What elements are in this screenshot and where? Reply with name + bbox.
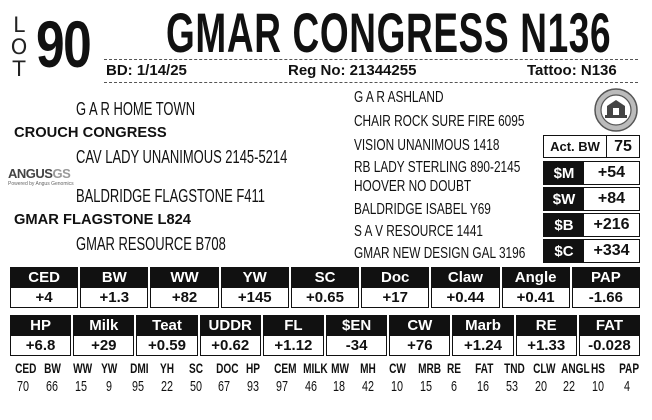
epd-label: Claw	[431, 267, 499, 288]
epd-value: +0.65	[291, 288, 359, 308]
dollar-index-value: +334	[593, 242, 630, 259]
percentile-header: YH	[159, 360, 174, 376]
epd-cell	[263, 315, 324, 356]
epd-value: +17	[361, 288, 429, 308]
percentile-value: 22	[160, 378, 173, 395]
epd-value: +29	[73, 336, 134, 356]
epd-cell	[502, 267, 570, 308]
percentile-header: TND	[503, 360, 525, 376]
epd-label: CW	[389, 315, 450, 336]
dollar-index	[543, 187, 640, 211]
epd-table-row1	[10, 267, 640, 308]
pedigree-right-line: RB LADY STERLING 890-2145	[354, 159, 521, 176]
epd-cell	[200, 315, 261, 356]
epd-value: +1.24	[452, 336, 513, 356]
pedigree-dam: GMAR FLAGSTONE L824	[14, 211, 191, 228]
epd-value: +1.3	[80, 288, 148, 308]
animal-name: GMAR CONGRESS N136	[166, 1, 612, 64]
percentile-value: 53	[505, 378, 518, 395]
epd-label: RE	[516, 315, 577, 336]
epd-label: SC	[291, 267, 359, 288]
reg-label: Reg No:	[288, 62, 346, 79]
barn-seal-icon	[594, 88, 638, 132]
percentile-value: 6	[451, 378, 458, 395]
divider	[104, 82, 638, 83]
birth-date-label: BD:	[106, 62, 133, 79]
epd-value: -34	[326, 336, 387, 356]
epd-label: PAP	[572, 267, 640, 288]
percentile-value: 20	[534, 378, 547, 395]
pedigree-dam-dam: GMAR RESOURCE B708	[76, 234, 226, 254]
epd-label: CED	[10, 267, 78, 288]
percentile-header: YW	[101, 360, 118, 376]
epd-label: UDDR	[200, 315, 261, 336]
epd-label: FAT	[579, 315, 640, 336]
epd-value: -1.66	[572, 288, 640, 308]
epd-cell	[361, 267, 429, 308]
epd-value: +76	[389, 336, 450, 356]
epd-cell	[389, 315, 450, 356]
percentile-header: SC	[188, 360, 203, 376]
percentile-header: FAT	[475, 360, 494, 376]
epd-cell	[10, 315, 71, 356]
tattoo	[527, 62, 617, 79]
percentile-value: 15	[74, 378, 87, 395]
birth-date	[106, 62, 187, 79]
dollar-index-value: +84	[597, 190, 626, 207]
percentile-value: 50	[189, 378, 202, 395]
registration-number	[288, 62, 416, 79]
epd-value: +0.62	[200, 336, 261, 356]
epd-label: Angle	[502, 267, 570, 288]
epd-label: Teat	[136, 315, 197, 336]
angus-genomics-logo	[8, 166, 74, 188]
percentile-header: ANGL	[561, 360, 590, 376]
percentile-header: MRB	[417, 360, 441, 376]
reg-value: 21344255	[349, 62, 417, 79]
angus-logo-text: ANGUSGS	[8, 166, 71, 181]
percentile-header: BW	[43, 360, 61, 376]
percentile-header: HS	[590, 360, 605, 376]
percentile-value: 10	[390, 378, 403, 395]
epd-label: Doc	[361, 267, 429, 288]
epd-label: FL	[263, 315, 324, 336]
percentile-header: CW	[388, 360, 406, 376]
percentile-value: 95	[131, 378, 145, 395]
percentile-header: CEM	[273, 360, 297, 376]
epd-cell	[572, 267, 640, 308]
epd-label: Milk	[73, 315, 134, 336]
epd-cell	[516, 315, 577, 356]
percentile-value: 70	[16, 378, 30, 395]
pedigree-right-line: GMAR NEW DESIGN GAL 3196	[354, 245, 526, 262]
epd-value: -0.028	[579, 336, 640, 356]
pedigree-right-line: HOOVER NO DOUBT	[354, 178, 472, 195]
dollar-index-label: $C	[544, 240, 584, 262]
epd-cell	[136, 315, 197, 356]
dollar-index	[543, 213, 640, 237]
pedigree-right-line: S A V RESOURCE 1441	[354, 223, 483, 240]
percentile-value: 15	[419, 378, 432, 395]
epd-value: +6.8	[10, 336, 71, 356]
epd-value: +1.33	[516, 336, 577, 356]
percentile-value: 4	[623, 378, 630, 395]
dollar-index-label: $W	[544, 188, 584, 210]
epd-label: HP	[10, 315, 71, 336]
epd-cell	[326, 315, 387, 356]
dollar-index-label: $M	[544, 162, 584, 184]
pedigree-sire-sire: G A R HOME TOWN	[76, 99, 196, 119]
percentile-header: MH	[360, 360, 376, 376]
percentile-header: MW	[331, 360, 350, 376]
epd-cell	[73, 315, 134, 356]
percentile-value: 42	[361, 378, 375, 395]
dollar-index	[543, 239, 640, 263]
lot-letter: O	[10, 35, 28, 59]
percentile-value: 10	[591, 378, 605, 395]
percentile-header: DOC	[216, 360, 239, 376]
epd-cell	[452, 315, 513, 356]
pedigree-right-line: G A R ASHLAND	[354, 89, 444, 106]
actual-bw-label: Act. BW	[544, 136, 607, 157]
dollar-index-value: +54	[597, 164, 626, 181]
percentile-value: 18	[333, 378, 346, 395]
percentile-value: 22	[563, 378, 576, 395]
percentile-value: 66	[45, 378, 58, 395]
percentile-value: 93	[246, 378, 260, 395]
pedigree-right-line: BALDRIDGE ISABEL Y69	[354, 201, 491, 218]
percentile-values	[12, 376, 638, 395]
percentile-header: DMI	[130, 360, 149, 376]
lot-letter: T	[12, 57, 26, 81]
tattoo-label: Tattoo:	[527, 62, 577, 79]
percentile-headers	[12, 360, 638, 376]
epd-label: YW	[221, 267, 289, 288]
percentile-header: MILK	[302, 360, 328, 376]
epd-cell	[150, 267, 218, 308]
epd-cell	[10, 267, 78, 308]
percentile-header: CED	[15, 360, 37, 376]
epd-cell	[80, 267, 148, 308]
percentile-value: 16	[476, 378, 490, 395]
percentile-header: CLW	[532, 360, 555, 376]
pedigree-right-line: CHAIR ROCK SURE FIRE 6095	[354, 113, 525, 130]
epd-cell	[221, 267, 289, 308]
epd-label: WW	[150, 267, 218, 288]
lot-number: 90	[36, 7, 91, 81]
tattoo-value: N136	[580, 62, 617, 79]
epd-value: +0.59	[136, 336, 197, 356]
percentile-value: 46	[304, 378, 317, 395]
lot-letter: L	[13, 13, 25, 37]
epd-value: +0.44	[431, 288, 499, 308]
pedigree-sire: CROUCH CONGRESS	[14, 124, 167, 141]
percentile-table	[12, 360, 638, 395]
actual-bw-value: 75	[614, 137, 632, 155]
epd-label: $EN	[326, 315, 387, 336]
pedigree-sire-dam: CAV LADY UNANIMOUS 2145-5214	[76, 147, 288, 167]
percentile-header: PAP	[618, 360, 639, 376]
dollar-index	[543, 161, 640, 185]
angus-logo-tagline: Powered by Angus Genomics	[8, 181, 74, 187]
percentile-value: 67	[218, 378, 231, 395]
percentile-header: HP	[245, 360, 260, 376]
dollar-index-value: +216	[593, 216, 630, 233]
epd-value: +1.12	[263, 336, 324, 356]
dollar-index-label: $B	[544, 214, 584, 236]
pedigree-dam-sire: BALDRIDGE FLAGSTONE F411	[76, 186, 265, 206]
epd-value: +82	[150, 288, 218, 308]
percentile-header: WW	[72, 360, 92, 376]
divider	[104, 59, 638, 60]
percentile-value: 9	[106, 378, 113, 395]
epd-label: BW	[80, 267, 148, 288]
epd-cell	[431, 267, 499, 308]
epd-value: +0.41	[502, 288, 570, 308]
lot-label	[6, 14, 32, 80]
epd-value: +4	[10, 288, 78, 308]
epd-value: +145	[221, 288, 289, 308]
epd-cell	[291, 267, 359, 308]
epd-table-row2	[10, 315, 640, 356]
epd-cell	[579, 315, 640, 356]
birth-date-value: 1/14/25	[136, 62, 187, 79]
actual-bw-box	[543, 135, 640, 158]
percentile-value: 97	[275, 378, 288, 395]
pedigree-right-line: VISION UNANIMOUS 1418	[354, 137, 500, 154]
epd-label: Marb	[452, 315, 513, 336]
percentile-header: RE	[447, 360, 462, 376]
